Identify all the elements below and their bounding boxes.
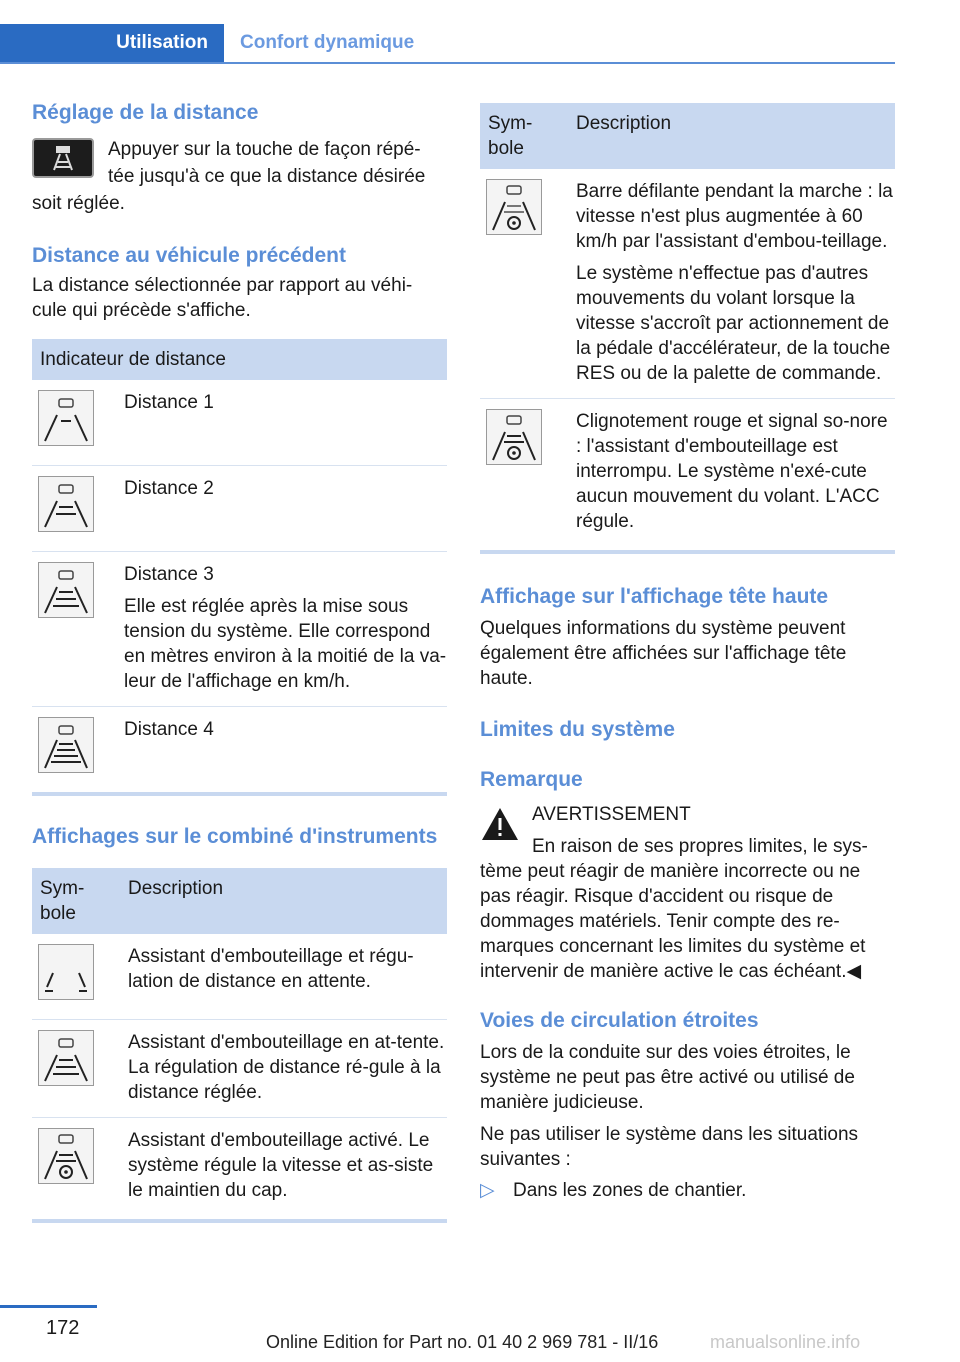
distance-lane-icon [38, 1030, 94, 1086]
heading-affichages-combine: Affichages sur le combiné d'instruments [32, 825, 438, 848]
desc-header: Description [568, 103, 895, 169]
scroll-bar-desc: Barre défilante pendant la marche : la vitesse n'est plus augmentée à 60 km/h par l'assistant d'embou‐teillage. [576, 181, 893, 252]
table-row [32, 380, 447, 466]
instrument-symbol-table [32, 868, 447, 1223]
table-row [32, 466, 447, 552]
indicator-header: Indicateur de distance [32, 339, 447, 380]
left-column [32, 100, 447, 1223]
situations-list [480, 1178, 895, 1203]
table-row [480, 169, 895, 399]
distance-4-icon [38, 717, 94, 773]
table-row [32, 934, 447, 1020]
table-row [480, 399, 895, 553]
table-row [32, 552, 447, 707]
heading-limites-systeme: Limites du système [480, 718, 675, 741]
instrument-symbol-table-continued [480, 103, 895, 554]
page-number: 172 [46, 1317, 80, 1339]
reglage-block [32, 136, 447, 217]
interrupted-desc: Clignotement rouge et signal so‐nore : l'assistant d'embouteillage est interrompu. Le système n'exé‐cute aucun mouvement du volant. L'ACC régule. [576, 411, 888, 532]
sym-header: Sym‐bole [480, 103, 568, 169]
watermark: manualsonline.info [710, 1332, 861, 1352]
bullet-triangle-icon: ▷ [480, 1180, 495, 1201]
steering-assist-scroll-icon [486, 179, 542, 235]
heading-remarque: Remarque [480, 768, 583, 791]
instrument-row-1-desc: Assistant d'embouteillage et régu‐lation de distance en attente. [128, 946, 414, 992]
warning-block [480, 802, 895, 984]
distance-4-label: Distance 4 [124, 719, 214, 740]
distance-1-label: Distance 1 [124, 392, 214, 413]
warning-text: En raison de ses propres limites, le sys‐tème peut réagir de manière incorrecte ou ne pas réagir. Risque d'accident ou risque de dommages matériels. Tenir compte des re‐marques concernant les limites du système et intervenir de manière active le cas échéant.◀ [480, 836, 868, 982]
warning-triangle-icon [480, 806, 520, 842]
scroll-bar-desc-2: Le système n'effectue pas d'autres mouvements du volant lorsque la vitesse s'accroît par actionnement de la pédale d'accélérateur, de la touche RES ou de la palette de commande. [576, 263, 891, 384]
edition-text: Online Edition for Part no. 01 40 2 969 781 - II/16 [266, 1332, 659, 1352]
steering-assist-interrupted-icon [486, 409, 542, 465]
tab-confort-dynamique[interactable]: Confort dynamique [240, 32, 415, 53]
steering-assist-icon [38, 1128, 94, 1184]
warning-title: AVERTISSEMENT [532, 804, 691, 825]
heading-voies-etroites: Voies de circulation étroites [480, 1009, 759, 1032]
hud-text: Quelques informations du système peuvent également être affichées sur l'affichage tête haute. [480, 618, 847, 689]
table-row [32, 1118, 447, 1222]
footer-rule [0, 1305, 97, 1308]
heading-affichage-tete-haute: Affichage sur l'affichage tête haute [480, 585, 829, 608]
distance-text: La distance sélectionnée par rapport au véhi‐cule qui précède s'affiche. [32, 275, 413, 321]
desc-header: Description [120, 868, 447, 934]
sym-header: Sym‐bole [32, 868, 120, 934]
table-row [32, 1020, 447, 1118]
distance-3-label: Distance 3 [124, 564, 214, 585]
instrument-row-2-desc: Assistant d'embouteillage en at‐tente. La régulation de distance ré‐gule à la distance réglée. [128, 1032, 445, 1103]
heading-reglage-distance: Réglage de la distance [32, 101, 259, 124]
heading-distance-vehicule: Distance au véhicule précédent [32, 244, 346, 267]
voies-text-2: Ne pas utiliser le système dans les situations suivantes : [480, 1124, 859, 1170]
reglage-text: Appuyer sur la touche de façon répé‐tée jusqu'à ce que la distance désirée soit réglée. [32, 139, 426, 214]
distance-indicator-table [32, 339, 447, 796]
distance-3-icon [38, 562, 94, 618]
right-column [480, 103, 895, 1203]
distance-2-icon [38, 476, 94, 532]
bullet-text: Dans les zones de chantier. [513, 1180, 747, 1201]
tab-utilisation[interactable]: Utilisation [0, 24, 224, 62]
distance-3-extra: Elle est réglée après la mise sous tension du système. Elle correspond en mètres environ à la moitié de la va‐leur de l'affichage en km/h. [124, 596, 447, 692]
instrument-row-3-desc: Assistant d'embouteillage activé. Le système régule la vitesse et as‐siste le maintien du cap. [128, 1130, 434, 1201]
table-row [32, 707, 447, 795]
distance-2-label: Distance 2 [124, 478, 214, 499]
distance-button-icon [32, 138, 94, 178]
list-item [480, 1178, 895, 1203]
chapter-header [0, 24, 895, 64]
distance-1-icon [38, 390, 94, 446]
lane-standby-icon [38, 944, 94, 1000]
voies-text-1: Lors de la conduite sur des voies étroites, le système ne peut pas être activé ou utilisé de manière judicieuse. [480, 1042, 855, 1113]
